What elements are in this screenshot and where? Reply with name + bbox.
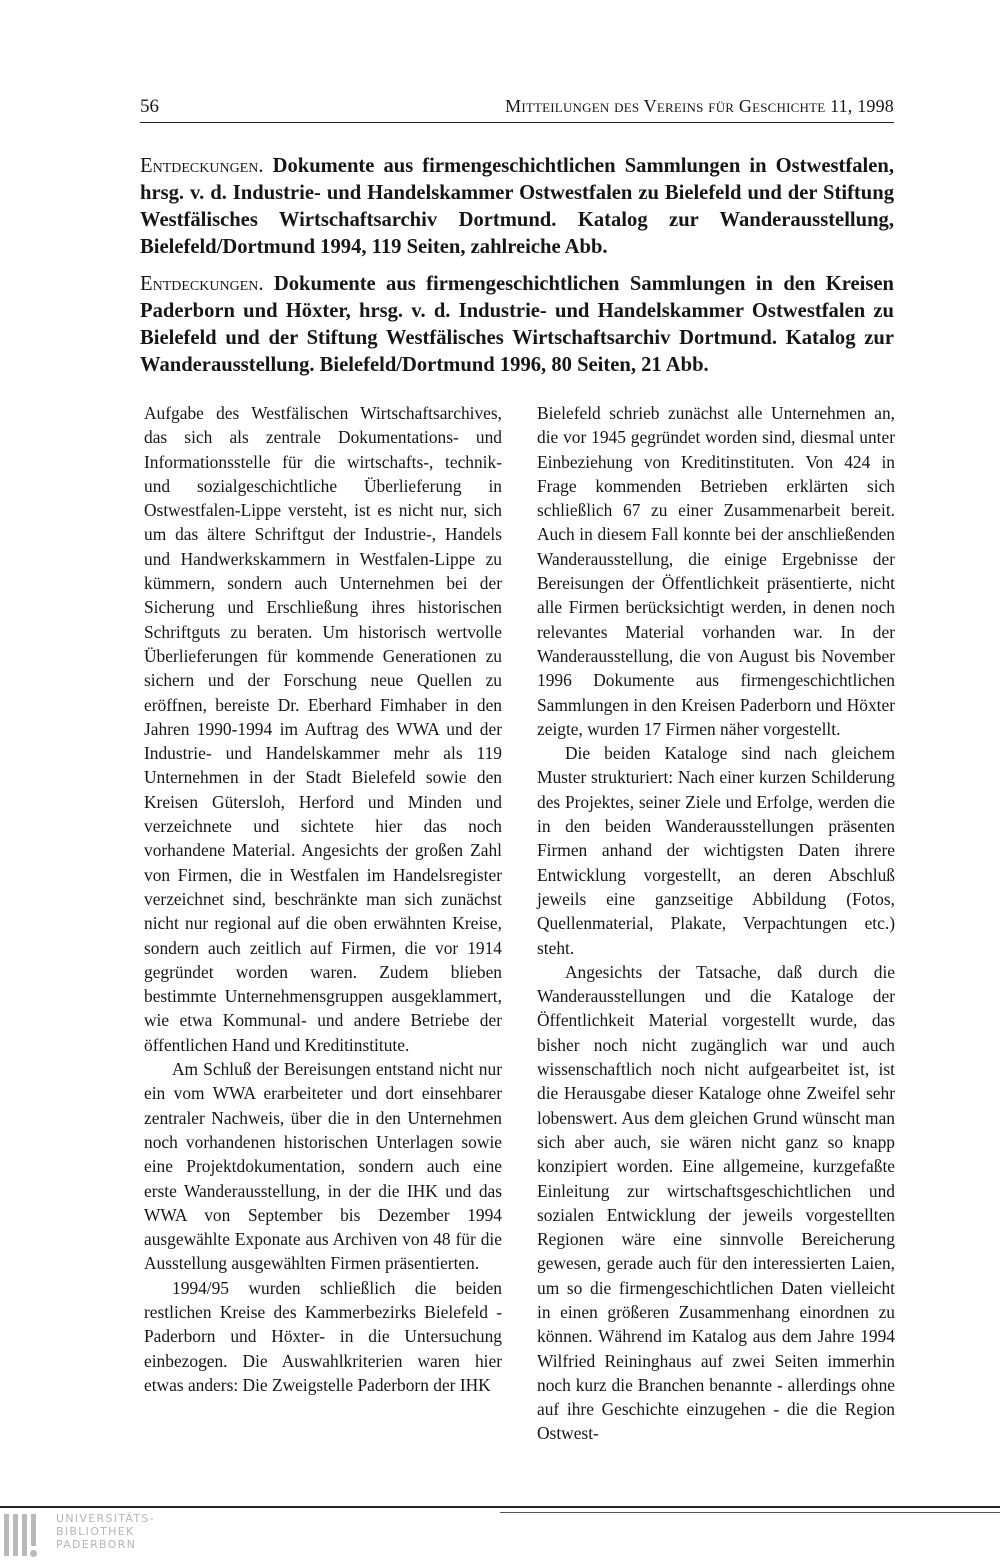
page-number: 56 — [140, 96, 159, 117]
left-column — [144, 401, 502, 1397]
paragraph: Bielefeld schrieb zunächst alle Unternehmen an, die vor 1945 gegründet worden sind, diesmal unter Einbeziehung von Kreditinstituten. Von 424 in Frage kommenden Betrieben erklärten sich schließlich 67 zu einer Zusammenarbeit bereit. Auch in diesem Fall konnte bei der anschließenden Wanderausstellung, die einige Ergebnisse der Bereisungen der Öffentlichkeit präsentierte, nicht alle Firmen berücksichtigt werden, in denen noch relevantes Material vorhanden war. In der Wanderausstellung, die von August bis November 1996 Dokumente aus firmengeschichtlichen Sammlungen in den Kreisen Paderborn und Höxter zeigte, wurden 17 Firmen näher vorgestellt. — [537, 403, 895, 739]
page-header — [140, 96, 894, 123]
running-title: Mitteilungen des Vereins für Geschichte 11, 1998 — [505, 96, 894, 116]
footer-rule-secondary — [500, 1512, 1000, 1513]
paragraph: Die beiden Kataloge sind nach gleichem Muster strukturiert: Nach einer kurzen Schilderung des Projektes, seiner Ziele und Erfolge, werden die in den beiden Wanderausstellungen präsenten Firmen anhand der wichtigsten Daten ihrere Entwicklung vorgestellt, an deren Abschluß jeweils eine ganzseitige Abbildung (Fotos, Quellenmaterial, Plakate, Verpachtungen etc.) steht. — [537, 743, 895, 958]
bibliography-entry-1 — [140, 153, 894, 261]
logo-line: BIBLIOTHEK — [56, 1525, 135, 1538]
library-logo — [0, 1512, 180, 1560]
library-logo-text — [56, 1512, 186, 1551]
entry-text: Dokumente aus firmengeschichtlichen Sammlungen in Ostwestfalen, hrsg. v. d. Industrie- und Handelskammer Ostwestfalen zu Bielefeld und der Stiftung Westfälisches Wirtschaftsarchiv Dortmund. Katalog zur Wanderausstellung, Bielefeld/Dortmund 1994, 119 Seiten, zahlreiche Abb. — [140, 155, 894, 258]
entry-keyword: Entdeckungen. — [140, 273, 264, 295]
library-logo-icon — [4, 1514, 44, 1558]
bibliography-entry-2 — [140, 271, 894, 379]
paragraph: 1994/95 wurden schließlich die beiden restlichen Kreise des Kammerbezirks Bielefeld - Paderborn und Höxter- in die Untersuchung einbezogen. Die Auswahlkriterien waren hier etwas anders: Die Zweigstelle Paderborn der IHK — [144, 1277, 502, 1395]
entry-text: Dokumente aus firmengeschichtlichen Sammlungen in den Kreisen Paderborn und Höxter, hrsg. v. d. Industrie- und Handelskammer Ostwestfalen zu Bielefeld und der Stiftung Westfälisches Wirtschaftsarchiv Dortmund. Katalog zur Wanderausstellung. Bielefeld/Dortmund 1996, 80 Seiten, 21 Abb. — [140, 273, 894, 376]
logo-line: PADERBORN — [56, 1538, 137, 1551]
paragraph: Am Schluß der Bereisungen entstand nicht nur ein vom WWA erarbeiteter und dort einsehbarer zentraler Nachweis, über die in den Unternehmen noch vorhandenen historischen Unterlagen sowie eine Projektdokumentation, sondern auch eine erste Wanderausstellung, in der die IHK und das WWA von September bis Dezember 1994 ausgewählte Exponate aus Archiven von 48 für die Ausstellung ausgewählten Firmen präsentierten. — [144, 1059, 502, 1274]
entry-keyword: Entdeckungen. — [140, 155, 264, 177]
paragraph: Angesichts der Tatsache, daß durch die Wanderausstellungen und die Kataloge der Öffentlichkeit Material vorgestellt wurde, das bisher noch nicht zugänglich war und auch wissenschaftlich noch nicht aufgearbeitet ist, ist die Herausgabe dieser Kataloge ohne Zweifel sehr lobenswert. Aus dem gleichen Grund wünscht man sich aber auch, sie wären nicht ganz so knapp konzipiert worden. Eine allgemeine, kurzgefaßte Einleitung zur wirtschaftsgeschichtlichen und sozialen Entwicklung der jeweils vorgestellten Regionen wäre eine sinnvolle Bereicherung gewesen, gerade auch für den interessierten Laien, um so die firmengeschichtlichen Daten vielleicht in einen größeren Zusammenhang einordnen zu können. Während im Katalog aus dem Jahre 1994 Wilfried Reininghaus auf zwei Seiten immerhin noch kurz die Branchen benannte - allerdings ohne auf ihre Geschichte einzugehen - die die Region Ostwest- — [537, 961, 895, 1444]
paragraph: Aufgabe des Westfälischen Wirtschaftsarchives, das sich als zentrale Dokumentations- und Informationsstelle für die wirtschafts-, technik- und sozialgeschichtliche Überlieferung in Ostwestfalen-Lippe versteht, ist es nicht nur, sich um das ältere Schriftgut der Industrie-, Handels und Handwerkskammern in Westfalen-Lippe zu kümmern, sondern auch Unternehmen bei der Sicherung und Erschließung ihres historischen Schriftguts zu beraten. Um historisch wertvolle Überlieferungen für kommende Generationen zu sichern und der Forschung neue Quellen zu eröffnen, bereiste Dr. Eberhard Fimhaber in den Jahren 1990-1994 im Auftrag des WWA und der Industrie- und Handelskammer mehr als 119 Unternehmen in der Stadt Bielefeld sowie den Kreisen Gütersloh, Herford und Minden und verzeichnete und sichtete hier das noch vorhandene Material. Angesichts der großen Zahl von Firmen, die in Westfalen im Handelsregister verzeichnet sind, beschränkte man sich zunächst nicht nur regional auf die oben erwähnten Kreise, sondern auch zeitlich auf Firmen, die vor 1914 gegründet worden waren. Zudem blieben bestimmte Unternehmensgruppen ausgeklammert, wie etwa Kommunal- und andere Betriebe der öffentlichen Hand und Kreditinstitute. — [144, 403, 502, 1055]
right-column — [537, 401, 895, 1446]
footer-rule — [0, 1506, 1000, 1508]
logo-line: UNIVERSITÄTS- — [56, 1512, 155, 1525]
bibliography-block — [140, 153, 894, 389]
